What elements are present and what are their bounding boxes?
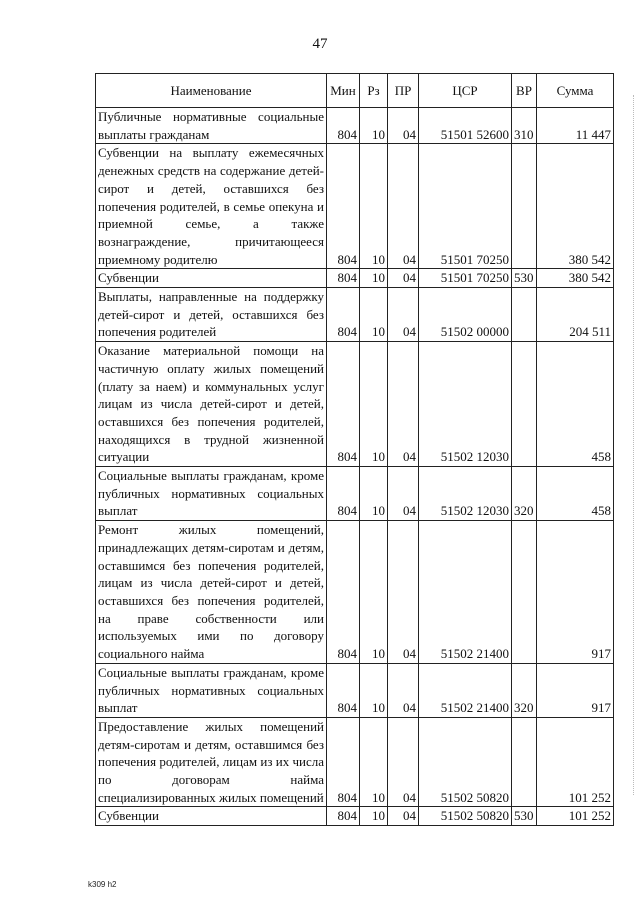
table-row: [96, 467, 614, 521]
cell-min: 804: [327, 717, 360, 807]
table-row: [96, 108, 614, 144]
cell-csr: 51501 70250: [419, 269, 512, 288]
cell-min: 804: [327, 269, 360, 288]
table-row: [96, 144, 614, 269]
cell-vr: [512, 288, 537, 342]
cell-sum: 458: [537, 467, 614, 521]
cell-name: Субвенции: [96, 269, 327, 288]
cell-name: Оказание материальной помощи на частичную оплату жилых помещений (плату за наем) и коммунальных услуг лицам из числа детей-сирот и детей, оставшихся без попечения родителей, находящихся в трудной жизненной ситуации: [96, 342, 327, 467]
cell-csr: 51502 21400: [419, 521, 512, 664]
cell-rz: 10: [360, 342, 388, 467]
header-csr: ЦСР: [419, 74, 512, 108]
cell-pr: 04: [388, 108, 419, 144]
table-row: [96, 269, 614, 288]
cell-name: Выплаты, направленные на поддержку детей-сирот и детей, оставшихся без попечения родителей: [96, 288, 327, 342]
cell-rz: 10: [360, 663, 388, 717]
cell-sum: 101 252: [537, 717, 614, 807]
cell-csr: 51502 50820: [419, 717, 512, 807]
cell-rz: 10: [360, 108, 388, 144]
cell-rz: 10: [360, 288, 388, 342]
header-pr: ПР: [388, 74, 419, 108]
cell-sum: 380 542: [537, 144, 614, 269]
cell-rz: 10: [360, 467, 388, 521]
cell-min: 804: [327, 807, 360, 826]
cell-vr: 530: [512, 807, 537, 826]
cell-pr: 04: [388, 342, 419, 467]
cell-csr: 51501 70250: [419, 144, 512, 269]
cell-sum: 11 447: [537, 108, 614, 144]
cell-vr: 320: [512, 663, 537, 717]
cell-pr: 04: [388, 467, 419, 521]
cell-vr: [512, 521, 537, 664]
cell-min: 804: [327, 144, 360, 269]
footer-code: k309 h2: [88, 880, 117, 889]
table-row: [96, 663, 614, 717]
cell-min: 804: [327, 108, 360, 144]
table-row: [96, 342, 614, 467]
cell-vr: [512, 342, 537, 467]
cell-csr: 51502 00000: [419, 288, 512, 342]
cell-pr: 04: [388, 807, 419, 826]
table-row: [96, 521, 614, 664]
scan-edge-marks: [633, 95, 634, 795]
cell-vr: [512, 144, 537, 269]
cell-pr: 04: [388, 521, 419, 664]
cell-csr: 51502 12030: [419, 467, 512, 521]
cell-name: Публичные нормативные социальные выплаты гражданам: [96, 108, 327, 144]
cell-vr: 310: [512, 108, 537, 144]
cell-sum: 917: [537, 663, 614, 717]
cell-rz: 10: [360, 807, 388, 826]
cell-sum: 917: [537, 521, 614, 664]
cell-name: Социальные выплаты гражданам, кроме публичных нормативных социальных выплат: [96, 467, 327, 521]
cell-name: Субвенции на выплату ежемесячных денежных средств на содержание детей-сирот и детей, оставшихся без попечения родителей, в семье опекуна и приемной семье, а также вознаграждение, причитающееся приемному родителю: [96, 144, 327, 269]
cell-csr: 51501 52600: [419, 108, 512, 144]
header-name: Наименование: [96, 74, 327, 108]
table-row: [96, 288, 614, 342]
cell-min: 804: [327, 521, 360, 664]
cell-vr: [512, 717, 537, 807]
page-number: 47: [312, 36, 328, 52]
table-body: [96, 108, 614, 826]
cell-pr: 04: [388, 288, 419, 342]
header-sum: Сумма: [537, 74, 614, 108]
cell-pr: 04: [388, 717, 419, 807]
table-header-row: [96, 74, 614, 108]
cell-vr: 530: [512, 269, 537, 288]
cell-min: 804: [327, 467, 360, 521]
cell-sum: 380 542: [537, 269, 614, 288]
table-row: [96, 807, 614, 826]
header-vr: ВР: [512, 74, 537, 108]
cell-pr: 04: [388, 269, 419, 288]
cell-sum: 101 252: [537, 807, 614, 826]
cell-name: Ремонт жилых помещений, принадлежащих детям-сиротам и детям, оставшимся без попечения родителей, лицам из числа детей-сирот и детей, оставшихся без попечения родителей, на праве собственности или используемых ими по договору социального найма: [96, 521, 327, 664]
cell-csr: 51502 50820: [419, 807, 512, 826]
cell-csr: 51502 21400: [419, 663, 512, 717]
cell-pr: 04: [388, 144, 419, 269]
cell-name: Социальные выплаты гражданам, кроме публичных нормативных социальных выплат: [96, 663, 327, 717]
header-rz: Рз: [360, 74, 388, 108]
cell-rz: 10: [360, 269, 388, 288]
cell-rz: 10: [360, 144, 388, 269]
table-row: [96, 717, 614, 807]
cell-name: Предоставление жилых помещений детям-сиротам и детям, оставшимся без попечения родителей, лицам из их числа по договорам найма специализированных жилых помещений: [96, 717, 327, 807]
cell-vr: 320: [512, 467, 537, 521]
cell-csr: 51502 12030: [419, 342, 512, 467]
budget-table: [95, 73, 614, 826]
cell-rz: 10: [360, 717, 388, 807]
cell-rz: 10: [360, 521, 388, 664]
cell-sum: 204 511: [537, 288, 614, 342]
cell-sum: 458: [537, 342, 614, 467]
cell-min: 804: [327, 663, 360, 717]
cell-min: 804: [327, 342, 360, 467]
cell-pr: 04: [388, 663, 419, 717]
cell-min: 804: [327, 288, 360, 342]
header-min: Мин: [327, 74, 360, 108]
cell-name: Субвенции: [96, 807, 327, 826]
